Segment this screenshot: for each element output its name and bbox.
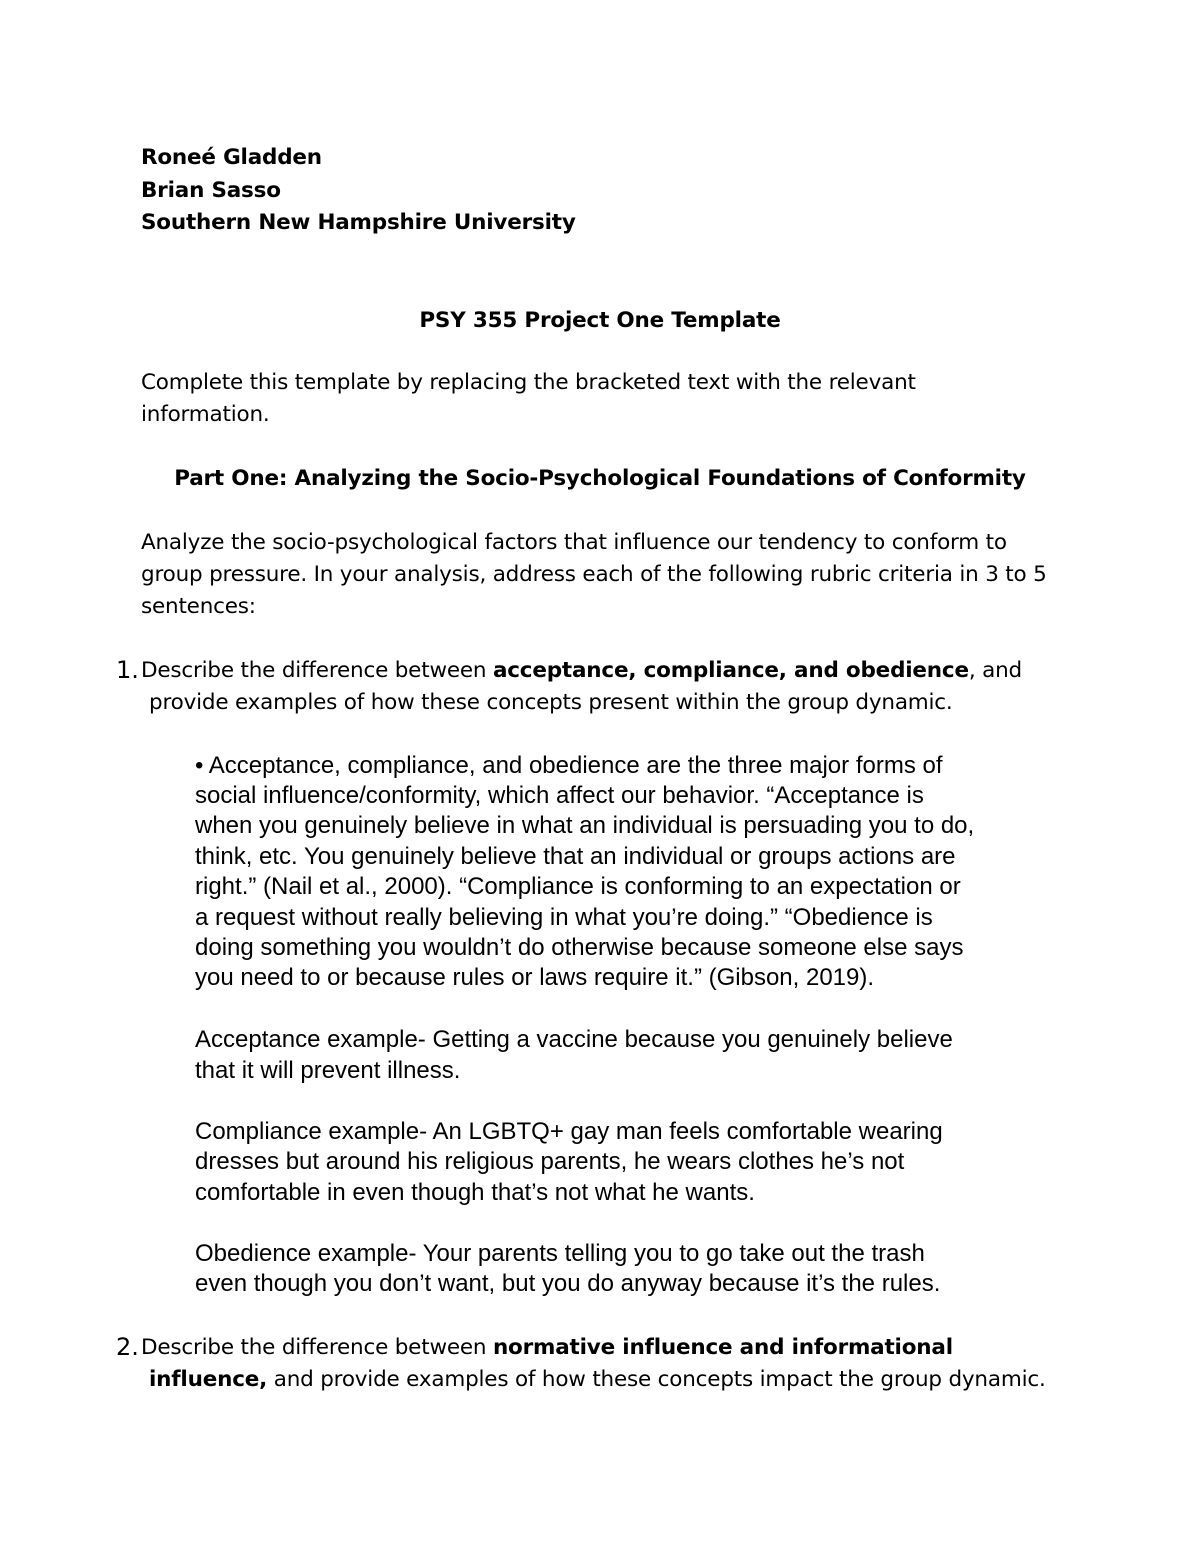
acceptance-example-line-1: Acceptance example- Getting a vaccine because you genuinely believe <box>195 1026 953 1053</box>
item-2-bold-terms: normative influence and informational <box>492 1335 953 1360</box>
item-2-suffix: and provide examples of how these concepts impact the group dynamic. <box>267 1367 1046 1392</box>
item-2-number: 2. <box>116 1333 139 1361</box>
answer-1-line-2: social influence/conformity, which affect our behavior. “Acceptance is <box>195 782 924 809</box>
answer-1-line-8: you need to or because rules or laws require it.” (Gibson, 2019). <box>195 964 875 991</box>
item-1-line-2: provide examples of how these concepts present within the group dynamic. <box>149 690 953 715</box>
compliance-example-line-2: dresses but around his religious parents, he wears clothes he’s not <box>195 1148 905 1175</box>
item-2-bold-terms-cont: influence, <box>149 1367 268 1392</box>
answer-1-line-7: doing something you wouldn’t do otherwise because someone else says <box>195 934 964 961</box>
item-1-line-1 <box>141 658 1022 683</box>
answer-1-line-6: a request without really believing in what you’re doing.” “Obedience is <box>195 904 933 931</box>
item-1-prefix: Describe the difference between <box>141 658 493 683</box>
answer-1-text-1: Acceptance, compliance, and obedience are the three major forms of <box>208 752 943 779</box>
instructor-name: Brian Sasso <box>141 178 281 203</box>
obedience-example-line-1: Obedience example- Your parents telling you to go take out the trash <box>195 1240 925 1267</box>
item-1-bold-terms: acceptance, compliance, and obedience <box>492 658 969 683</box>
bullet-icon: • <box>195 752 204 779</box>
instructions-line-2: information. <box>141 402 270 427</box>
obedience-example-line-2: even though you don’t want, but you do anyway because it’s the rules. <box>195 1270 941 1297</box>
student-name: Roneé Gladden <box>141 145 322 170</box>
university-name: Southern New Hampshire University <box>141 210 576 235</box>
acceptance-example-line-2: that it will prevent illness. <box>195 1057 461 1084</box>
item-1-suffix: , and <box>968 658 1022 683</box>
answer-1-line-5: right.” (Nail et al., 2000). “Compliance is conforming to an expectation or <box>195 873 961 900</box>
part-one-intro-line-2: group pressure. In your analysis, address each of the following rubric criteria in 3 to 5 <box>141 562 1047 587</box>
answer-1-line-1 <box>195 752 943 780</box>
instructions-line-1: Complete this template by replacing the bracketed text with the relevant <box>141 370 916 395</box>
document-title: PSY 355 Project One Template <box>419 308 781 333</box>
compliance-example-line-1: Compliance example- An LGBTQ+ gay man feels comfortable wearing <box>195 1118 943 1145</box>
item-1-number: 1. <box>116 656 139 684</box>
part-one-intro-line-3: sentences: <box>141 594 256 619</box>
part-one-intro-line-1: Analyze the socio-psychological factors that influence our tendency to conform to <box>141 530 1007 555</box>
part-one-heading: Part One: Analyzing the Socio-Psychological Foundations of Conformity <box>174 466 1026 491</box>
compliance-example-line-3: comfortable in even though that’s not what he wants. <box>195 1179 755 1206</box>
item-2-line-1 <box>141 1335 953 1360</box>
item-2-prefix: Describe the difference between <box>141 1335 493 1360</box>
answer-1-line-3: when you genuinely believe in what an individual is persuading you to do, <box>195 812 975 839</box>
item-2-line-2 <box>149 1367 1046 1392</box>
answer-1-line-4: think, etc. You genuinely believe that an individual or groups actions are <box>195 843 956 870</box>
